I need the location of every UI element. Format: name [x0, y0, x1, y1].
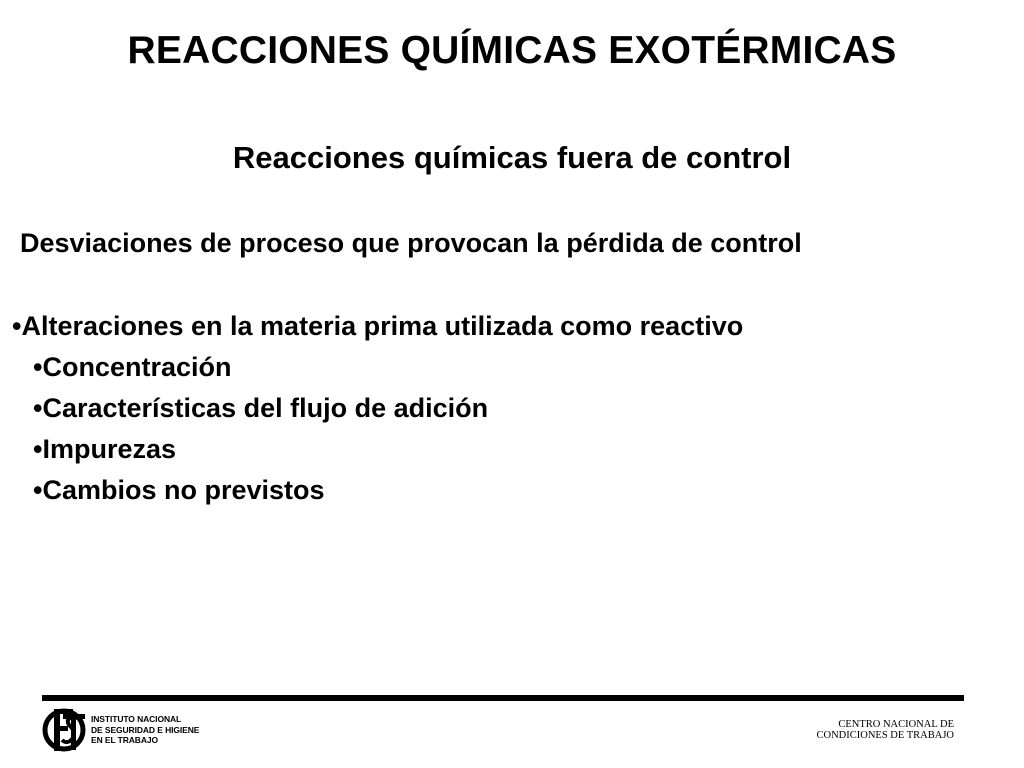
- bullet-icon: •: [33, 352, 43, 382]
- bullet-icon: •: [12, 311, 22, 341]
- bullet-icon: •: [33, 434, 43, 464]
- bullet-text: Cambios no previstos: [42, 475, 325, 505]
- institute-name-line: DE SEGURIDAD E HIGIENE: [91, 724, 200, 735]
- insht-logo-icon: [40, 706, 90, 754]
- bullet-item: [0, 388, 743, 429]
- bullet-text: Alteraciones en la materia prima utilizada como reactivo: [21, 311, 744, 341]
- bullet-text: Impurezas: [42, 434, 177, 464]
- bullet-item: [0, 306, 743, 347]
- section-heading: Desviaciones de proceso que provocan la pérdida de control: [20, 228, 802, 258]
- institute-name-line: EN EL TRABAJO: [91, 735, 159, 745]
- slide-subtitle: Reacciones químicas fuera de control: [232, 140, 792, 175]
- institute-name: [91, 714, 199, 746]
- center-name: [817, 719, 954, 741]
- bullet-icon: •: [33, 475, 43, 505]
- bullet-item: [0, 347, 743, 388]
- slide-title: REACCIONES QUÍMICAS EXOTÉRMICAS: [127, 29, 897, 72]
- bullet-list: [0, 306, 743, 511]
- bullet-item: [0, 470, 743, 511]
- footer-divider: [42, 695, 964, 701]
- bullet-text: Características del flujo de adición: [42, 393, 489, 423]
- bullet-text: Concentración: [42, 352, 232, 382]
- center-name-line: CENTRO NACIONAL DE: [838, 719, 954, 730]
- center-name-line: CONDICIONES DE TRABAJO: [816, 730, 954, 741]
- institute-name-line: INSTITUTO NACIONAL: [91, 714, 182, 724]
- bullet-item: [0, 429, 743, 470]
- bullet-icon: •: [33, 393, 43, 423]
